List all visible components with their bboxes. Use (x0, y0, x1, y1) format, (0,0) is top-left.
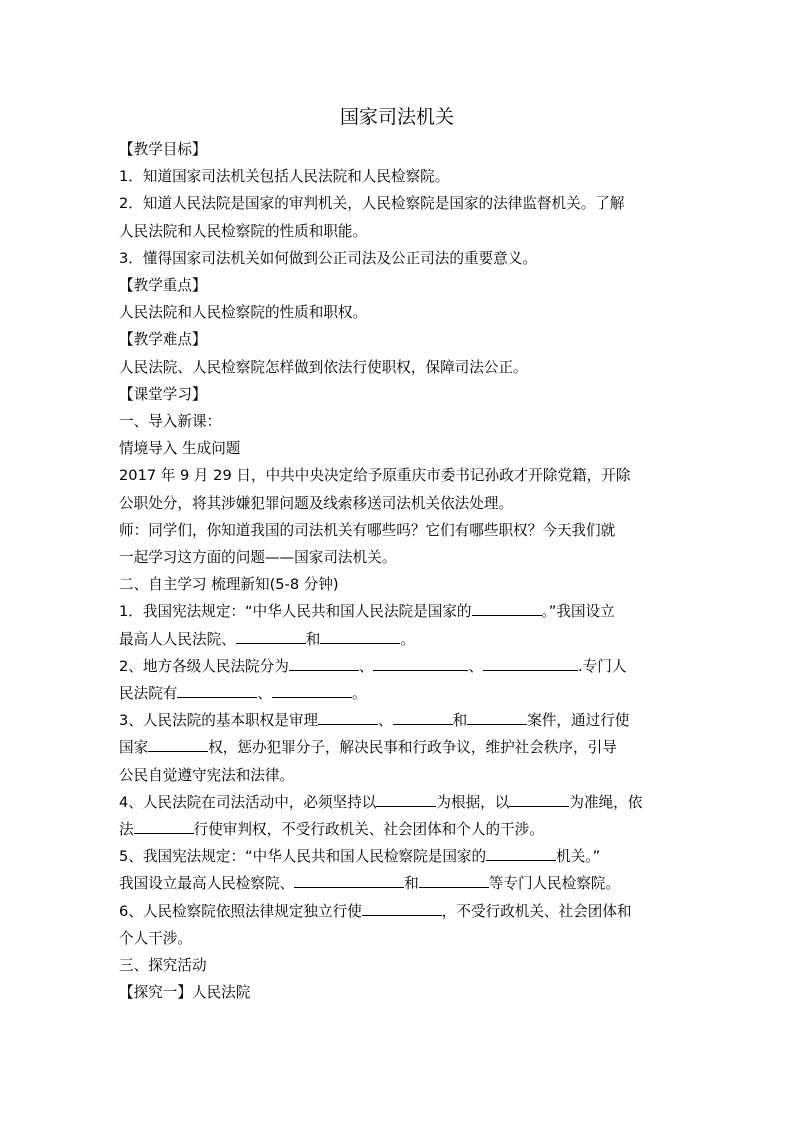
q4-text-a: 4、人民法院在司法活动中，必须坚持以 (119, 793, 377, 811)
q2-text-g: 。 (352, 685, 367, 703)
q3-text-c: 和 (452, 712, 468, 730)
question-5-line-1 (119, 843, 679, 870)
q5-text-a: 5、我国宪法规定：“中华人民共和国人民检察院是国家的 (119, 848, 487, 866)
goal-2-line-2: 人民法院和人民检察院的性质和职能。 (119, 222, 368, 240)
teacher-line-1: 师：同学们，你知道我国的司法机关有哪些吗？它们有哪些职权？今天我们就 (119, 521, 616, 539)
teacher-line-2: 一起学习这方面的问题——国家司法机关。 (119, 549, 397, 567)
q5-text-b: 机关。” (556, 848, 601, 866)
q2-text-b: 、 (358, 657, 374, 675)
q1-text-b: 。”我国设立 (541, 603, 615, 621)
question-6-line-1 (119, 898, 679, 925)
q5-text-e: 等专门人民检察院。 (488, 875, 621, 893)
key-points-text: 人民法院和人民检察院的性质和职权。 (119, 304, 368, 322)
part-one-heading: 一、导入新课： (119, 413, 222, 431)
goal-1: 1．知道国家司法机关包括人民法院和人民检察院。 (119, 168, 450, 186)
fill-blank[interactable] (294, 872, 404, 888)
fill-blank[interactable] (320, 628, 400, 644)
fill-blank[interactable] (134, 818, 194, 834)
news-line-2: 公职处分，将其涉嫌犯罪问题及线索移送司法机关依法处理。 (119, 494, 514, 512)
q6-text-a: 6、人民检察院依照法律规定独立行使 (119, 902, 362, 920)
q2-text-d: .专门人 (578, 657, 627, 675)
question-2-line-1 (119, 653, 679, 680)
goal-2-line-1: 2．知道人民法院是国家的审判机关，人民检察院是国家的法律监督机关。了解 (119, 195, 625, 213)
fill-blank[interactable] (236, 628, 306, 644)
section-heading-goals: 【教学目标】 (119, 141, 207, 158)
fill-blank[interactable] (373, 655, 468, 671)
question-3-line-2 (119, 734, 679, 761)
inquiry-one-heading: 【探究一】人民法院 (119, 984, 251, 1002)
goal-3: 3．懂得国家司法机关如何做到公正司法及公正司法的重要意义。 (119, 249, 537, 267)
question-5-line-2 (119, 870, 679, 897)
fill-blank[interactable] (509, 791, 569, 807)
q3-text-e: 国家 (119, 739, 149, 757)
q4-text-e: 行使审判权，不受行政机关、社会团体和个人的干涉。 (193, 821, 544, 839)
question-1-line-1 (119, 598, 679, 625)
fill-blank[interactable] (467, 709, 527, 725)
q2-text-f: 、 (257, 685, 272, 703)
q1-text-e: 。 (400, 630, 415, 648)
q3-text-d: 案件，通过行使 (527, 712, 630, 730)
section-heading-key-points: 【教学重点】 (119, 277, 207, 295)
question-4-line-2 (119, 816, 679, 843)
q5-text-c: 我国设立最高人民检察院、 (119, 875, 295, 893)
question-4-line-1 (119, 789, 679, 816)
part-three-heading: 三、探究活动 (119, 957, 207, 975)
q4-text-d: 法 (119, 821, 134, 839)
q3-text-f: 权，惩办犯罪分子，解决民事和行政争议，维护社会秩序，引导 (208, 739, 617, 757)
section-heading-class-learning: 【课堂学习】 (119, 385, 207, 403)
fill-blank[interactable] (419, 872, 489, 888)
q2-text-a: 2、地方各级人民法院分为 (119, 657, 289, 675)
fill-blank[interactable] (393, 709, 453, 725)
q6-text-b: ，不受行政机关、社会团体和 (441, 902, 632, 920)
q1-text-c: 最高人人民法院、 (119, 630, 236, 648)
section-heading-difficulties: 【教学难点】 (119, 331, 207, 349)
difficulties-text: 人民法院、人民检察院怎样做到依法行使职权，保障司法公正。 (119, 358, 528, 376)
q2-text-c: 、 (468, 657, 484, 675)
question-3-line-1 (119, 707, 679, 734)
question-6-line-2: 个人干涉。 (119, 929, 192, 947)
q4-text-c: 为准绳，依 (569, 793, 643, 811)
fill-blank[interactable] (148, 736, 208, 752)
fill-blank[interactable] (376, 791, 436, 807)
question-3-line-3: 公民自觉遵守宪法和法律。 (119, 766, 295, 784)
question-1-line-2 (119, 626, 679, 653)
q1-text-d: 和 (305, 630, 321, 648)
fill-blank[interactable] (272, 682, 352, 698)
q3-text-a: 3、人民法院的基本职权是审理 (119, 712, 319, 730)
fill-blank[interactable] (318, 709, 378, 725)
question-2-line-2 (119, 680, 679, 707)
fill-blank[interactable] (177, 682, 257, 698)
q5-text-d: 和 (404, 875, 419, 893)
fill-blank[interactable] (289, 655, 359, 671)
page-title: 国家司法机关 (339, 106, 454, 128)
q3-text-b: 、 (378, 712, 393, 730)
q1-text-a: 1．我国宪法规定：“中华人民共和国人民法院是国家的 (119, 603, 472, 621)
document-body (119, 136, 679, 1007)
news-line-1: 2017 年 9 月 29 日，中共中央决定给予原重庆市委书记孙政才开除党籍，开除 (119, 467, 631, 485)
fill-blank[interactable] (362, 900, 442, 916)
fill-blank[interactable] (486, 845, 556, 861)
q2-text-e: 民法院有 (119, 685, 178, 703)
fill-blank[interactable] (483, 655, 578, 671)
q4-text-b: 为根据，以 (436, 793, 510, 811)
scenario-intro: 情境导入 生成问题 (119, 440, 241, 458)
part-two-heading: 二、自主学习 梳理新知(5-8 分钟) (119, 576, 339, 594)
fill-blank[interactable] (472, 600, 542, 616)
